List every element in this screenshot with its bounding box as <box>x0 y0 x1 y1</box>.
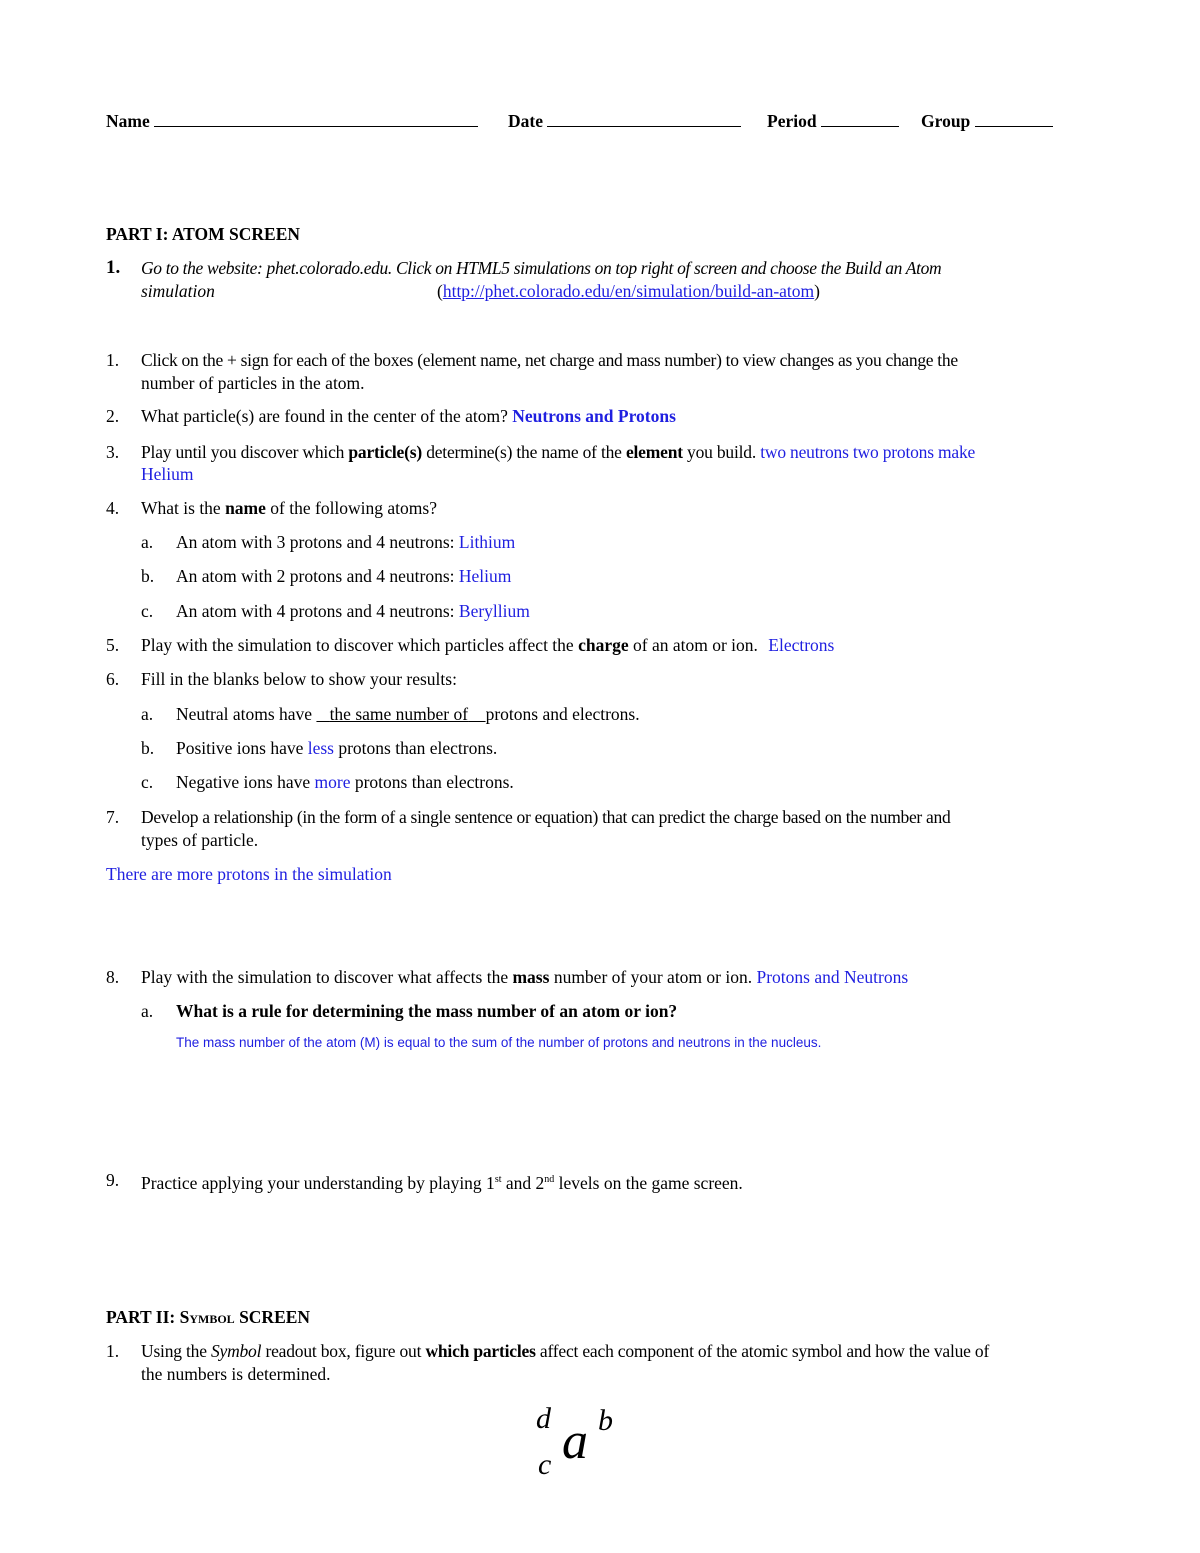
q3-number: 3. <box>106 442 120 462</box>
q2-number: 2. <box>106 406 120 426</box>
group-label: Group <box>921 111 971 131</box>
q6-text: Fill in the blanks below to show your results: <box>141 669 457 689</box>
q4c-letter: c. <box>141 601 154 621</box>
name-field[interactable] <box>154 110 478 127</box>
q4a-line: An atom with 3 protons and 4 neutrons: Lithium <box>176 532 516 552</box>
q6b-letter: b. <box>141 738 155 758</box>
intro-text-line2: simulation <box>141 281 215 301</box>
q7-text: Develop a relationship (in the form of a single sentence or equation) that can predict the charge based on the number and <box>141 807 951 827</box>
q3-line: Play until you discover which particle(s) determine(s) the name of the element you build. two neutrons two protons make <box>141 442 976 462</box>
period-group <box>767 110 899 132</box>
q8a-letter: a. <box>141 1001 154 1021</box>
group-field[interactable] <box>975 110 1053 127</box>
q6-number: 6. <box>106 669 120 689</box>
q5-line: Play with the simulation to discover which particles affect the charge of an atom or ion. Electrons <box>141 635 835 655</box>
q4c-answer: Beryllium <box>458 601 530 621</box>
q2-answer: Neutrons and Protons <box>512 406 676 426</box>
q4b-answer: Helium <box>458 566 512 586</box>
q7-number: 7. <box>106 807 120 827</box>
p2-q1-line: Using the Symbol readout box, figure out which particles affect each component of the atomic symbol and how the value of <box>141 1341 990 1361</box>
header-row <box>106 110 478 132</box>
q4b-letter: b. <box>141 566 155 586</box>
q6a-answer: the same number of <box>329 704 469 724</box>
intro-number: 1. <box>106 257 121 278</box>
date-group <box>508 110 741 132</box>
period-label: Period <box>767 111 817 131</box>
q6a-letter: a. <box>141 704 154 724</box>
q9-line: Practice applying your understanding by playing 1st and 2nd levels on the game screen. <box>141 1172 743 1193</box>
symbol-bottom-left: c <box>538 1448 552 1481</box>
q7-answer: There are more protons in the simulation <box>106 864 392 884</box>
q3-answer: two neutrons two protons make <box>760 442 976 462</box>
group-group <box>921 110 1053 132</box>
q8-answer: Protons and Neutrons <box>756 967 909 987</box>
build-an-atom-link[interactable]: http://phet.colorado.edu/en/simulation/build-an-atom <box>442 281 815 301</box>
p2-q1-text-line2: the numbers is determined. <box>141 1364 331 1384</box>
p2-q1-number: 1. <box>106 1341 120 1361</box>
symbol-top-left: d <box>536 1402 551 1435</box>
q6c-answer: more <box>314 772 351 792</box>
q1-number: 1. <box>106 350 120 370</box>
date-field[interactable] <box>547 110 741 127</box>
q4c-line: An atom with 4 protons and 4 neutrons: Beryllium <box>176 601 530 621</box>
intro-text: Go to the website: phet.colorado.edu. Click on HTML5 simulations on top right of screen and choose the Build an Atom <box>141 258 942 278</box>
q4a-letter: a. <box>141 532 154 552</box>
q2-line <box>141 405 676 427</box>
q6c-letter: c. <box>141 772 154 792</box>
q4-line: What is the name of the following atoms? <box>141 498 437 518</box>
intro-link-line: (http://phet.colorado.edu/en/simulation/build-an-atom) <box>437 281 820 301</box>
part2-title: PART II: Symbol SCREEN <box>106 1307 311 1327</box>
q4-number: 4. <box>106 498 120 518</box>
q8-line: Play with the simulation to discover what affects the mass number of your atom or ion. Protons and Neutrons <box>141 967 909 987</box>
symbol-top-right: b <box>598 1404 613 1437</box>
q6c-line: Negative ions have more protons than electrons. <box>176 772 514 792</box>
q4b-line: An atom with 2 protons and 4 neutrons: Helium <box>176 566 512 586</box>
q1-text: Click on the + sign for each of the boxes (element name, net charge and mass number) to view changes as you change the <box>141 350 958 370</box>
period-field[interactable] <box>821 110 899 127</box>
part1-title: PART I: ATOM SCREEN <box>106 224 301 244</box>
symbol-main: a <box>562 1413 588 1470</box>
name-label: Name <box>106 111 150 131</box>
q9-number: 9. <box>106 1170 120 1190</box>
q6b-answer: less <box>307 738 334 758</box>
q5-number: 5. <box>106 635 120 655</box>
q6b-line: Positive ions have less protons than electrons. <box>176 738 498 758</box>
q7-text-line2: types of particle. <box>141 830 259 850</box>
date-label: Date <box>508 111 543 131</box>
q5-answer: Electrons <box>768 635 835 655</box>
q8a-question: What is a rule for determining the mass number of an atom or ion? <box>176 1001 678 1021</box>
q3-answer-line2: Helium <box>141 464 194 484</box>
q8a-answer: The mass number of the atom (M) is equal to the sum of the number of protons and neutrons in the nucleus. <box>176 1035 822 1050</box>
q2-text: What particle(s) are found in the center of the atom? <box>141 406 508 426</box>
q1-text-line2: number of particles in the atom. <box>141 373 365 393</box>
q4a-answer: Lithium <box>458 532 516 552</box>
q8-number: 8. <box>106 967 120 987</box>
q6a-line: Neutral atoms have the same number of protons and electrons. <box>176 704 640 724</box>
atomic-symbol <box>530 1400 630 1490</box>
